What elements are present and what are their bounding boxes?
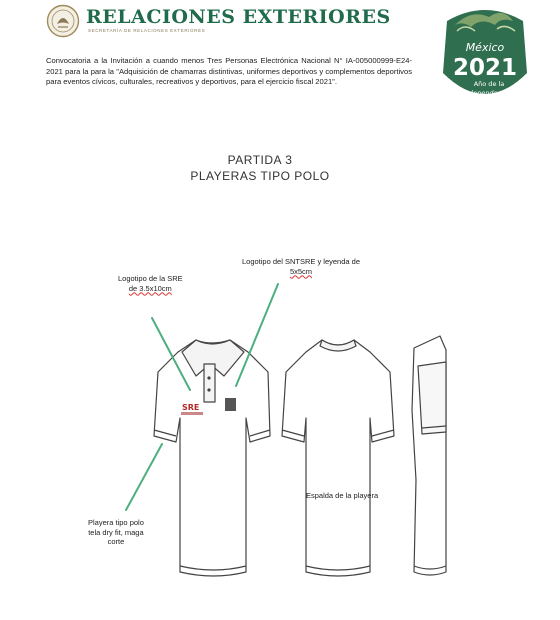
polo-shirt-illustration xyxy=(0,240,560,600)
annotation-sntsre-logo xyxy=(242,257,360,276)
front-placket xyxy=(204,364,215,402)
organization-subtitle: SECRETARÍA DE RELACIONES EXTERIORES xyxy=(88,28,206,33)
annotation-shirt-line1: Playera tipo polo xyxy=(88,518,144,527)
badge-line2: 2021 xyxy=(452,55,518,81)
document-header xyxy=(0,0,560,110)
partida-number: PARTIDA 3 xyxy=(227,153,293,167)
badge-line4: Independencia xyxy=(462,89,512,97)
partida-name: PLAYERAS TIPO POLO xyxy=(190,169,330,183)
annotation-shirt-description xyxy=(88,518,144,547)
badge-line1: México xyxy=(465,41,505,54)
convocatoria-text: Convocatoria a la Invitación a cuando menos Tres Personas Electrónica Nacional N° IA-005000999-E24-2021 para la para la "Adquisición de chamarras distintivas, uniformes deportivos y complementos deportivos para eventos cívicos, culturales, recreativos y deportivos, para el ejercicio fiscal 2021". xyxy=(46,56,412,87)
sre-logo-text: SRE xyxy=(182,403,200,412)
annotation-sre-logo xyxy=(118,274,183,293)
annotation-sre-logo-line1: Logotipo de la SRE xyxy=(118,274,183,283)
sntsre-chest-logo xyxy=(225,398,236,411)
annotation-shirt-line3: corte xyxy=(107,537,125,546)
mexico-coat-of-arms-icon xyxy=(46,4,80,38)
pointer-shirt-desc xyxy=(126,444,162,510)
annotation-back: Espalda de la playera xyxy=(306,491,379,500)
annotation-shirt-line2: tela dry fit, maga xyxy=(88,527,144,537)
mexico-2021-badge xyxy=(441,3,529,105)
annotation-sre-logo-line2: de 3.5x10cm xyxy=(128,283,172,293)
annotation-sntsre-logo-line1: Logotipo del SNTSRE y leyenda de xyxy=(242,257,360,266)
section-title xyxy=(0,152,520,184)
back-shirt-body xyxy=(282,340,394,576)
badge-line3: Año de la xyxy=(473,80,505,88)
organization-name: RELACIONES EXTERIORES xyxy=(86,6,391,28)
annotation-sntsre-logo-line2: 5x5cm xyxy=(289,266,313,276)
side-sleeve xyxy=(418,362,446,434)
